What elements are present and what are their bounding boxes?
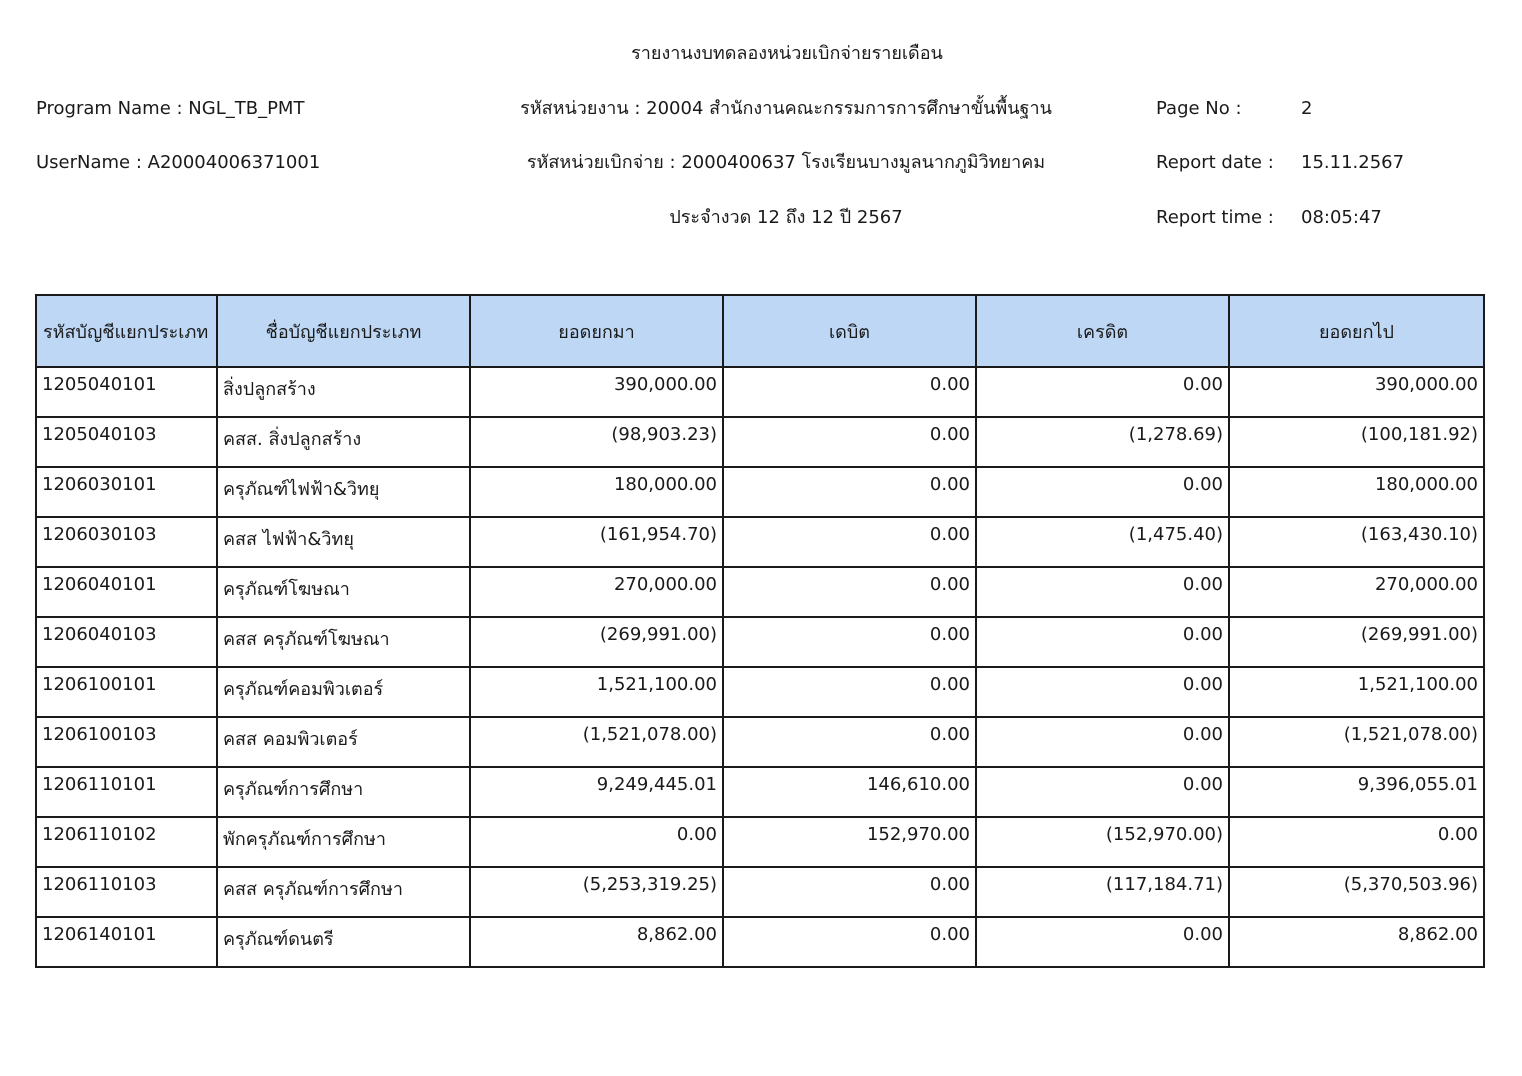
opening-balance-cell: 270,000.00 [470, 567, 723, 617]
table-row [36, 367, 1484, 417]
debit-cell: 0.00 [723, 567, 976, 617]
account-code-cell: 1206100101 [36, 667, 217, 717]
table-row [36, 567, 1484, 617]
closing-balance-cell: 9,396,055.01 [1229, 767, 1484, 817]
account-name-cell: สิ่งปลูกสร้าง [217, 367, 470, 417]
account-name-cell: คสส คอมพิวเตอร์ [217, 717, 470, 767]
col-header-credit: เครดิต [976, 295, 1229, 367]
closing-balance-cell: 180,000.00 [1229, 467, 1484, 517]
table-header-row [36, 295, 1484, 367]
table-row [36, 667, 1484, 717]
debit-cell: 0.00 [723, 517, 976, 567]
credit-cell: (117,184.71) [976, 867, 1229, 917]
debit-cell: 0.00 [723, 667, 976, 717]
closing-balance-cell: (269,991.00) [1229, 617, 1484, 667]
account-code-cell: 1206140101 [36, 917, 217, 967]
opening-balance-cell: (1,521,078.00) [470, 717, 723, 767]
table-row [36, 867, 1484, 917]
debit-cell: 0.00 [723, 717, 976, 767]
credit-cell: 0.00 [976, 467, 1229, 517]
report-title: รายงานงบทดลองหน่วยเบิกจ่ายรายเดือน [631, 43, 943, 64]
opening-balance-cell: (269,991.00) [470, 617, 723, 667]
report-time-label: Report time : [1156, 207, 1274, 228]
opening-balance-cell: 0.00 [470, 817, 723, 867]
opening-balance-cell: (161,954.70) [470, 517, 723, 567]
opening-balance-cell: 390,000.00 [470, 367, 723, 417]
account-name-cell: ครุภัณฑ์การศึกษา [217, 767, 470, 817]
account-code-cell: 1206100103 [36, 717, 217, 767]
col-header-debit: เดบิต [723, 295, 976, 367]
closing-balance-cell: 390,000.00 [1229, 367, 1484, 417]
col-header-account-code: รหัสบัญชีแยกประเภท [36, 295, 217, 367]
account-code-cell: 1206110102 [36, 817, 217, 867]
col-header-account-name: ชื่อบัญชีแยกประเภท [217, 295, 470, 367]
page-no-label: Page No : [1156, 98, 1242, 119]
closing-balance-cell: (163,430.10) [1229, 517, 1484, 567]
report-date: 15.11.2567 [1301, 152, 1405, 173]
credit-cell: 0.00 [976, 667, 1229, 717]
trial-balance-table [35, 294, 1485, 968]
account-name-cell: คสส. สิ่งปลูกสร้าง [217, 417, 470, 467]
opening-balance-cell: 9,249,445.01 [470, 767, 723, 817]
credit-cell: (152,970.00) [976, 817, 1229, 867]
col-header-opening-balance: ยอดยกมา [470, 295, 723, 367]
table-row [36, 417, 1484, 467]
credit-cell: 0.00 [976, 717, 1229, 767]
debit-cell: 0.00 [723, 417, 976, 467]
account-code-cell: 1206110103 [36, 867, 217, 917]
report-date-label: Report date : [1156, 152, 1274, 173]
account-code-cell: 1206040101 [36, 567, 217, 617]
opening-balance-cell: (5,253,319.25) [470, 867, 723, 917]
credit-cell: 0.00 [976, 767, 1229, 817]
closing-balance-cell: (1,521,078.00) [1229, 717, 1484, 767]
credit-cell: 0.00 [976, 367, 1229, 417]
closing-balance-cell: 1,521,100.00 [1229, 667, 1484, 717]
disbursing-unit: รหัสหน่วยเบิกจ่าย : 2000400637 โรงเรียนบางมูลนากภูมิวิทยาคม [526, 152, 1046, 173]
closing-balance-cell: 0.00 [1229, 817, 1484, 867]
credit-cell: (1,278.69) [976, 417, 1229, 467]
debit-cell: 0.00 [723, 367, 976, 417]
table-row [36, 717, 1484, 767]
opening-balance-cell: 180,000.00 [470, 467, 723, 517]
debit-cell: 0.00 [723, 617, 976, 667]
account-name-cell: คสส ครุภัณฑ์โฆษณา [217, 617, 470, 667]
credit-cell: 0.00 [976, 917, 1229, 967]
account-name-cell: ครุภัณฑ์ไฟฟ้า&วิทยุ [217, 467, 470, 517]
opening-balance-cell: 1,521,100.00 [470, 667, 723, 717]
credit-cell: 0.00 [976, 567, 1229, 617]
table-row [36, 467, 1484, 517]
report-time: 08:05:47 [1301, 207, 1382, 228]
account-code-cell: 1206110101 [36, 767, 217, 817]
debit-cell: 0.00 [723, 917, 976, 967]
account-code-cell: 1205040103 [36, 417, 217, 467]
account-code-cell: 1206030101 [36, 467, 217, 517]
user-name: UserName : A20004006371001 [36, 152, 321, 173]
account-name-cell: ครุภัณฑ์ดนตรี [217, 917, 470, 967]
debit-cell: 0.00 [723, 467, 976, 517]
account-name-cell: คสส ครุภัณฑ์การศึกษา [217, 867, 470, 917]
agency: รหัสหน่วยงาน : 20004 สำนักงานคณะกรรมการการศึกษาขั้นพื้นฐาน [520, 98, 1052, 119]
table-row [36, 617, 1484, 667]
debit-cell: 152,970.00 [723, 817, 976, 867]
credit-cell: 0.00 [976, 617, 1229, 667]
credit-cell: (1,475.40) [976, 517, 1229, 567]
closing-balance-cell: 8,862.00 [1229, 917, 1484, 967]
opening-balance-cell: 8,862.00 [470, 917, 723, 967]
report-period: ประจำงวด 12 ถึง 12 ปี 2567 [669, 207, 903, 228]
closing-balance-cell: (5,370,503.96) [1229, 867, 1484, 917]
account-name-cell: ครุภัณฑ์คอมพิวเตอร์ [217, 667, 470, 717]
table-row [36, 517, 1484, 567]
table-row [36, 917, 1484, 967]
table-row [36, 767, 1484, 817]
debit-cell: 0.00 [723, 867, 976, 917]
account-code-cell: 1205040101 [36, 367, 217, 417]
opening-balance-cell: (98,903.23) [470, 417, 723, 467]
table-row [36, 817, 1484, 867]
account-name-cell: ครุภัณฑ์โฆษณา [217, 567, 470, 617]
account-code-cell: 1206040103 [36, 617, 217, 667]
program-name: Program Name : NGL_TB_PMT [36, 98, 305, 119]
closing-balance-cell: (100,181.92) [1229, 417, 1484, 467]
closing-balance-cell: 270,000.00 [1229, 567, 1484, 617]
col-header-closing-balance: ยอดยกไป [1229, 295, 1484, 367]
account-name-cell: พักครุภัณฑ์การศึกษา [217, 817, 470, 867]
debit-cell: 146,610.00 [723, 767, 976, 817]
page-no: 2 [1301, 98, 1313, 119]
account-code-cell: 1206030103 [36, 517, 217, 567]
account-name-cell: คสส ไฟฟ้า&วิทยุ [217, 517, 470, 567]
